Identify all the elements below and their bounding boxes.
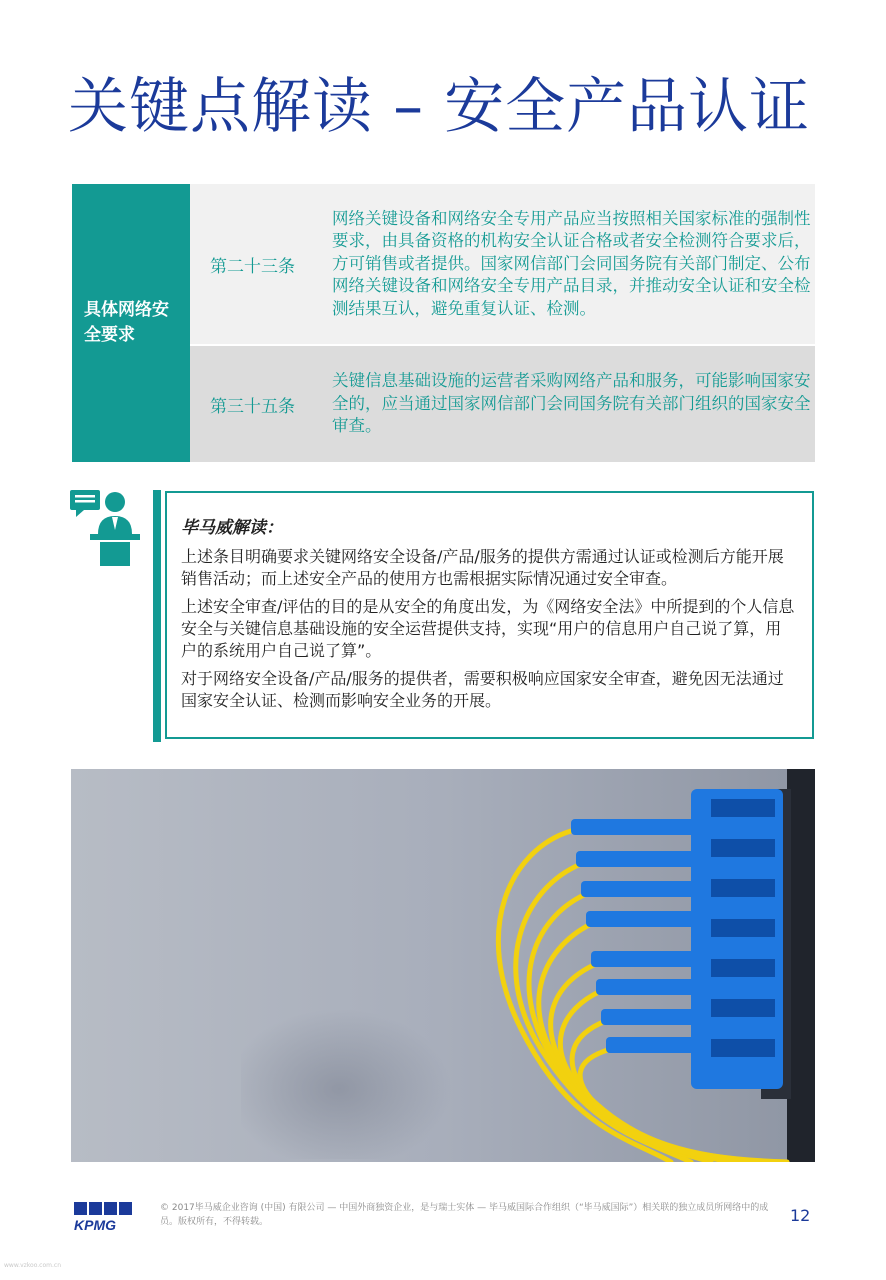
interpretation-heading: 毕马威解读： bbox=[181, 518, 283, 538]
requirements-category bbox=[72, 184, 190, 462]
requirements-category-label: 具体网络安全要求 bbox=[84, 300, 169, 345]
interpretation-paragraph: 上述条目明确要求关键网络安全设备/产品/服务的提供方需通过认证或检测后方能开展销售活动；而上述安全产品的使用方也需根据实际情况通过安全审查。 bbox=[181, 547, 784, 588]
article-text: 关键信息基础设施的运营者采购网络产品和服务，可能影响国家安全的，应当通过国家网信部门会同国务院有关部门组织的国家安全审查。 bbox=[332, 371, 811, 436]
presenter-at-podium-icon bbox=[70, 490, 140, 566]
page-title: 关键点解读 – 安全产品认证 bbox=[68, 72, 811, 142]
accent-bar bbox=[153, 490, 161, 742]
requirements-table bbox=[72, 184, 815, 462]
page-number: 12 bbox=[790, 1206, 811, 1225]
interpretation-box bbox=[165, 491, 814, 739]
table-row bbox=[190, 346, 815, 462]
kpmg-logo-text: KPMG bbox=[74, 1217, 116, 1232]
kpmg-logo bbox=[72, 1200, 136, 1232]
footer-legal: © 2017毕马威企业咨询 (中国) 有限公司 — 中国外商独资企业，是与瑞士实体 — 毕马威国际合作组织（“毕马威国际”）相关联的独立成员所网络中的成员。版权所有，不得转载。 bbox=[160, 1203, 769, 1227]
article-number: 第二十三条 bbox=[210, 256, 295, 277]
article-number: 第三十五条 bbox=[210, 396, 295, 417]
watermark: www.vzkoo.com.cn bbox=[4, 1262, 62, 1269]
fiber-optic-cables-photo bbox=[71, 769, 815, 1162]
interpretation-paragraph: 上述安全审查/评估的目的是从安全的角度出发，为《网络安全法》中所提到的个人信息安全与关键信息基础设施的安全运营提供支持，实现“用户的信息用户自己说了算，用户的系统用户自己说了算”。 bbox=[181, 597, 795, 660]
article-text: 网络关键设备和网络安全专用产品应当按照相关国家标准的强制性要求，由具备资格的机构安全认证合格或者安全检测符合要求后，方可销售或者提供。国家网信部门会同国务院有关部门制定、公布网络关键设备和网络安全专用产品目录，并推动安全认证和安全检测结果互认，避免重复认证、检测。 bbox=[332, 208, 811, 318]
table-row bbox=[190, 184, 815, 344]
interpretation-paragraph: 对于网络安全设备/产品/服务的提供者，需要积极响应国家安全审查，避免因无法通过国家安全认证、检测而影响安全业务的开展。 bbox=[181, 669, 784, 710]
